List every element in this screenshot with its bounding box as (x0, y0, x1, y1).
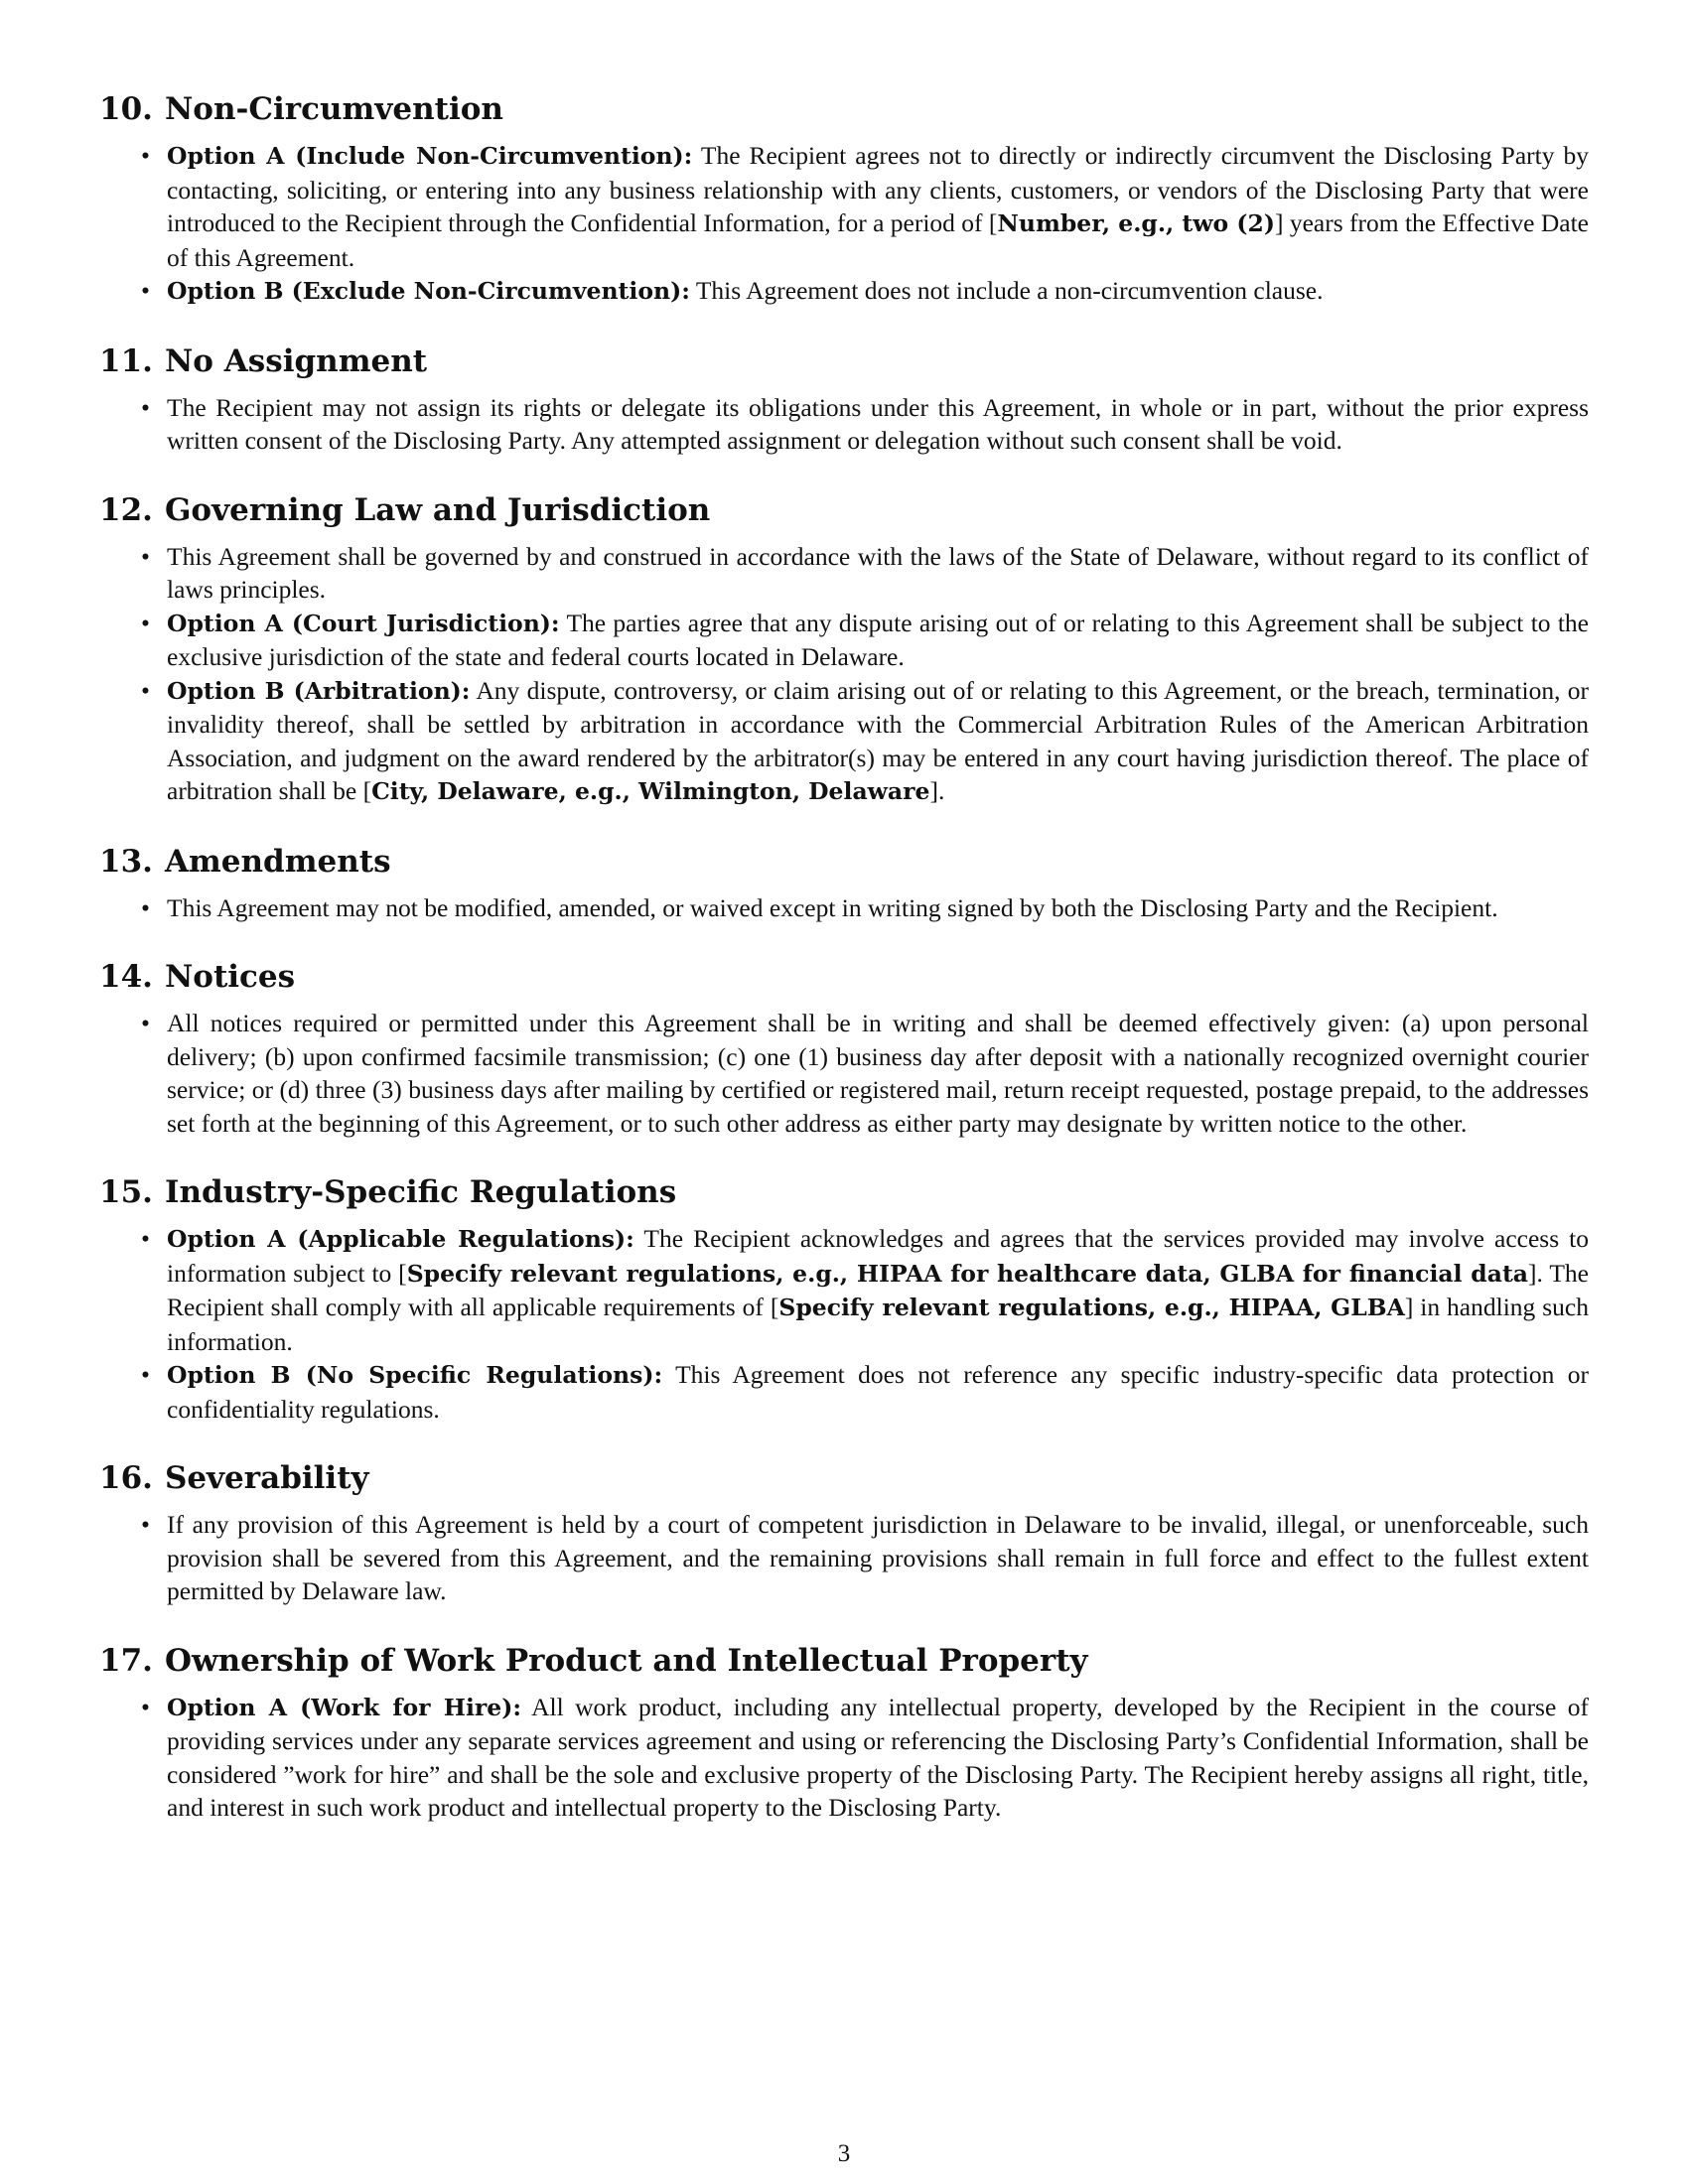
bullet-icon: • (141, 1224, 150, 1253)
list-item (99, 1691, 1589, 1825)
page-number: 3 (837, 2140, 851, 2167)
body-text: This Agreement does not include a non-circumvention clause. (689, 276, 1324, 305)
bullet-icon: • (141, 1692, 150, 1721)
body-text: All work product, including any intellectual property, developed by the Recipient in the course of providing services under any separate services agreement and using or referencing the Disclosing Party’s Confidential Information, shall be considered ”work for hire” and shall be the sole and exclusive property of the Disclosing Party. The Recipient hereby assigns all right, title, and interest in such work product and intellectual property to the Disclosing Party. (167, 1692, 1589, 1822)
section-number: 15. (99, 1174, 153, 1210)
bold-text: Option B (Arbitration): (167, 676, 471, 705)
section-11 (99, 341, 1589, 458)
body-text: The parties agree that any dispute arising out of or relating to this Agreement shall be subject to the exclusive jurisdiction of the state and federal courts located in Delaware. (167, 608, 1589, 671)
body-text: The Recipient may not assign its rights or delegate its obligations under this Agreement, in whole or in part, without the prior express written consent of the Disclosing Party. Any attempted assignment or delegation without such consent shall be void. (167, 392, 1589, 455)
section-number: 14. (99, 959, 153, 995)
section-heading (99, 341, 1589, 381)
section-number: 12. (99, 491, 153, 528)
bullet-list (99, 139, 1589, 309)
bullet-list (99, 1222, 1589, 1426)
bullet-list (99, 1691, 1589, 1825)
bold-text: Option B (No Specific Regulations): (167, 1361, 663, 1389)
document-page (99, 89, 1589, 1857)
section-heading (99, 842, 1589, 882)
section-heading (99, 957, 1589, 997)
bold-text: Option A (Court Jurisdiction): (167, 609, 560, 637)
body-text: This Agreement shall be governed by and construed in accordance with the laws of the State of Delaware, without regard to its conflict of laws principles. (167, 541, 1589, 604)
body-text: The Recipient agrees not to directly or indirectly circumvent the Disclosing Party by contacting, soliciting, or entering into any business relationship with any clients, customers, or vendors of the Disclosing Party that were introduced to the Recipient through the Confidential Information, for a period of [ (167, 141, 1589, 237)
list-item (99, 674, 1589, 809)
section-heading (99, 1641, 1589, 1681)
section-heading (99, 1458, 1589, 1498)
bold-text: City, Delaware, e.g., Wilmington, Delaware (371, 777, 930, 805)
bold-text: Option B (Exclude Non-Circumvention): (167, 277, 690, 305)
body-text: ] years from the Effective Date of this Agreement. (167, 208, 1589, 272)
body-text: This Agreement may not be modified, amended, or waived except in writing signed by both the Disclosing Party and the Recipient. (167, 892, 1498, 922)
list-item (99, 540, 1589, 607)
list-item (99, 391, 1589, 458)
bullet-icon: • (141, 1510, 150, 1539)
bullet-icon: • (141, 392, 150, 422)
body-text: Any dispute, controversy, or claim arising out of or relating to this Agreement, or the breach, termination, or invalidity thereof, shall be settled by arbitration in accordance with the Commercial Arbitration Rules of the American Arbitration Association, and judgment on the award rendered by the arbitrator(s) may be entered in any court having jurisdiction thereof. The place of arbitration shall be [ (167, 675, 1590, 805)
bold-text: Specify relevant regulations, e.g., HIPAA for healthcare data, GLBA for financial data (406, 1259, 1529, 1288)
list-item (99, 1508, 1589, 1608)
section-title: No Assignment (164, 342, 428, 379)
body-text: ]. (929, 776, 945, 805)
bold-text: Number, e.g., two (2) (997, 209, 1275, 237)
section-title: Notices (164, 959, 296, 995)
section-title: Industry-Specific Regulations (164, 1174, 677, 1210)
section-number: 11. (99, 342, 153, 379)
section-title: Governing Law and Jurisdiction (164, 491, 711, 528)
section-13 (99, 842, 1589, 925)
bullet-list (99, 1007, 1589, 1140)
bullet-icon: • (141, 1009, 150, 1037)
section-number: 17. (99, 1642, 153, 1679)
section-title: Ownership of Work Product and Intellectual Property (164, 1642, 1088, 1679)
section-heading (99, 490, 1589, 530)
bold-text: Option A (Applicable Regulations): (167, 1225, 634, 1253)
bullet-list (99, 891, 1589, 925)
section-title: Non-Circumvention (164, 91, 503, 127)
list-item (99, 1222, 1589, 1358)
bullet-icon: • (141, 541, 150, 571)
bullet-icon: • (141, 276, 150, 305)
section-15 (99, 1172, 1589, 1426)
section-title: Amendments (164, 843, 391, 880)
list-item (99, 607, 1589, 674)
body-text: The Recipient acknowledges and agrees that the services provided may involve access to information subject to [ (167, 1224, 1590, 1288)
section-12 (99, 490, 1589, 809)
list-item (99, 1007, 1589, 1140)
list-item (99, 139, 1589, 274)
body-text: ]. The Recipient shall comply with all applicable requirements of [ (167, 1258, 1589, 1321)
section-16 (99, 1458, 1589, 1608)
bullet-icon: • (141, 675, 150, 705)
section-10 (99, 89, 1589, 309)
body-text: ] in handling such information. (167, 1293, 1589, 1356)
list-item (99, 1358, 1589, 1426)
bullet-icon: • (141, 608, 150, 637)
bold-text: Option A (Include Non-Circumvention): (167, 142, 693, 170)
bold-text: Option A (Work for Hire): (167, 1693, 522, 1721)
bullet-list (99, 391, 1589, 458)
list-item (99, 274, 1589, 309)
body-text: This Agreement does not reference any specific industry-specific data protection or confidentiality regulations. (167, 1360, 1589, 1424)
section-14 (99, 957, 1589, 1140)
body-text: All notices required or permitted under this Agreement shall be in writing and shall be deemed effectively given: (a) upon personal delivery; (b) upon confirmed facsimile transmission; (c) one (1) business day after deposit with a nationally recognized overnight courier service; or (d) three (3) business days after mailing by certified or registered mail, return receipt requested, postage prepaid, to the addresses set forth at the beginning of this Agreement, or to such other address as either party may designate by written notice to the other. (167, 1009, 1589, 1138)
bold-text: Specify relevant regulations, e.g., HIPAA, GLBA (778, 1294, 1405, 1321)
section-heading (99, 89, 1589, 129)
bullet-icon: • (141, 1360, 150, 1389)
bullet-icon: • (141, 141, 150, 170)
list-item (99, 891, 1589, 925)
section-title: Severability (164, 1460, 369, 1496)
section-heading (99, 1172, 1589, 1212)
section-number: 16. (99, 1460, 153, 1496)
section-number: 13. (99, 843, 153, 880)
bullet-list (99, 540, 1589, 809)
bullet-icon: • (141, 892, 150, 922)
bullet-list (99, 1508, 1589, 1608)
section-number: 10. (99, 91, 153, 127)
body-text: If any provision of this Agreement is held by a court of competent jurisdiction in Delaware to be invalid, illegal, or unenforceable, such provision shall be severed from this Agreement, and the remaining provisions shall remain in full force and effect to the fullest extent permitted by Delaware law. (167, 1510, 1589, 1605)
section-17 (99, 1641, 1589, 1825)
